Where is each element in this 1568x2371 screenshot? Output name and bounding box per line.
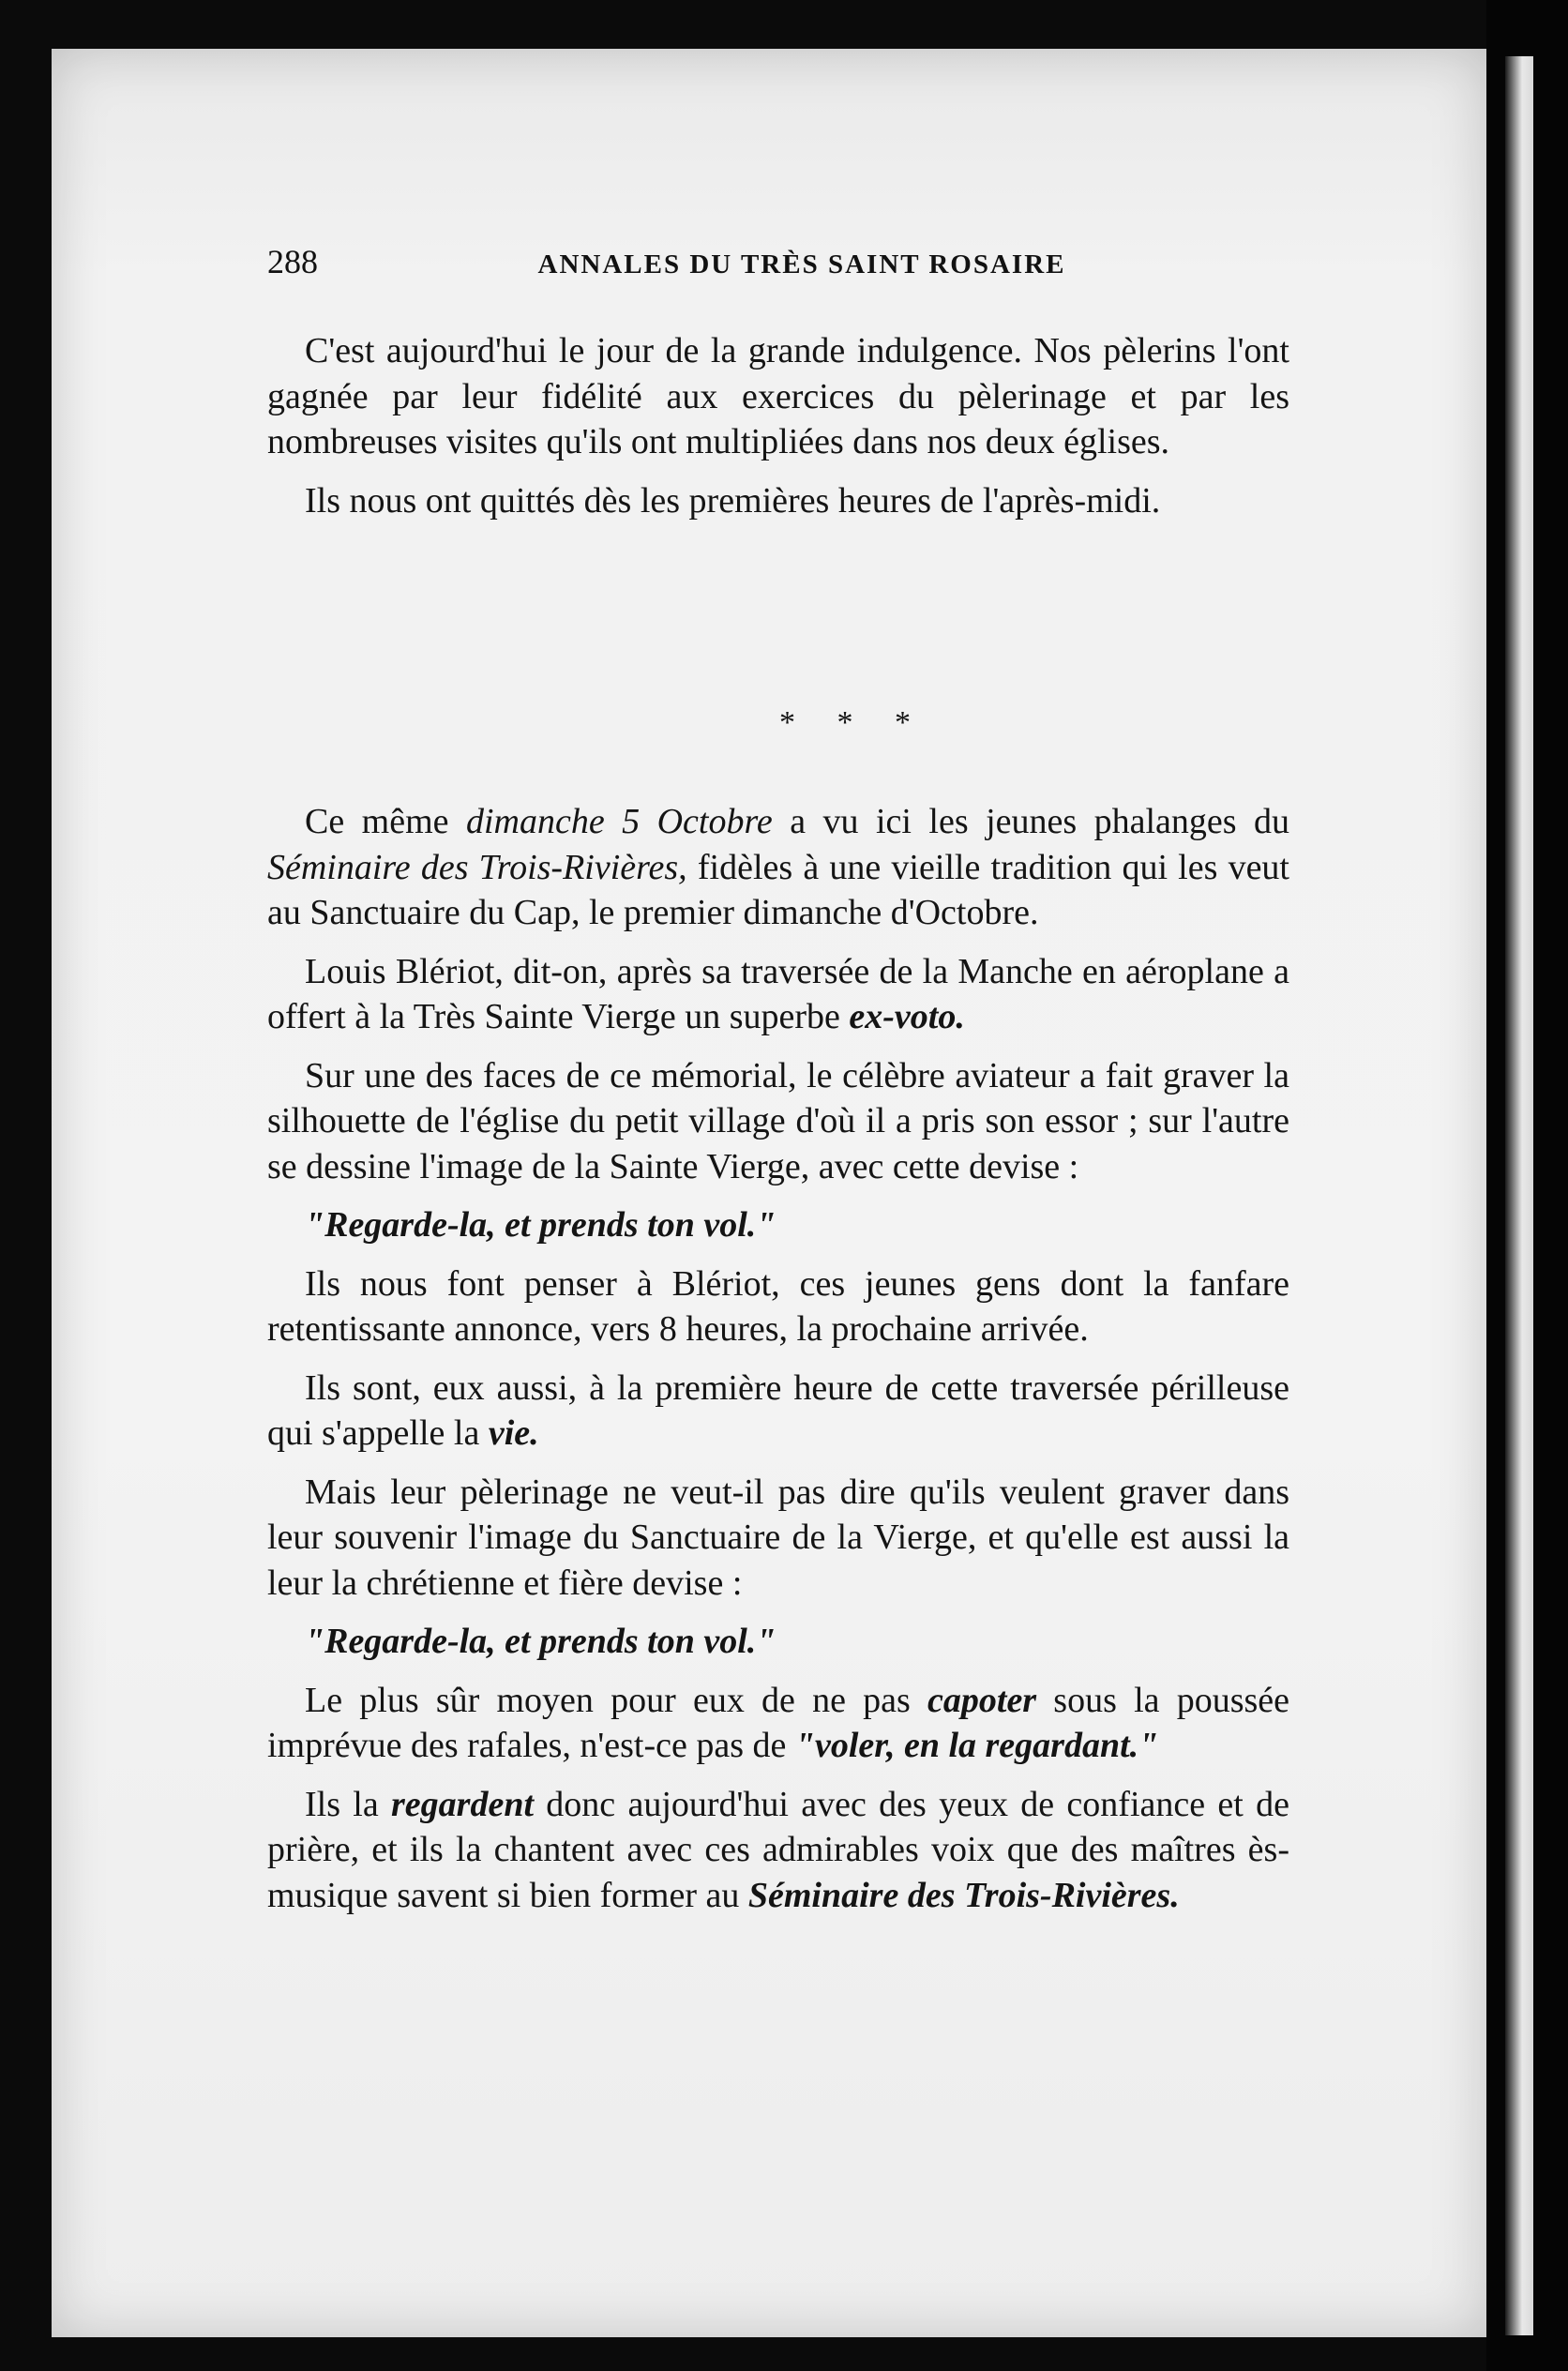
paragraph (267, 949, 1289, 1040)
italic-text: capoter (927, 1680, 1037, 1720)
section-separator: * * * (779, 705, 927, 740)
quote: "Regarde-la, et prends ton vol." (305, 1205, 776, 1245)
page-number: 288 (267, 243, 318, 280)
italic-text: dimanche 5 Octobre (465, 802, 773, 841)
paragraph (267, 1678, 1289, 1769)
text-run: sous la poussée imprévue des rafales, n'est-ce pas de (267, 1680, 1290, 1765)
paragraph: Ils nous font penser à Blériot, ces jeunes gens dont la fanfare retentissante annonce, vers 8 heures, la prochaine arrivée. (267, 1263, 1289, 1349)
text-section-2 (267, 799, 1289, 1931)
paragraph (267, 1366, 1289, 1457)
text-run: fidèles à une vieille tradition qui les veut au Sanctuaire du Cap, le premier dimanche d'Octobre. (267, 847, 1289, 932)
paragraph (267, 1782, 1289, 1919)
paragraph (267, 799, 1289, 936)
next-page-edge (1505, 56, 1533, 2335)
text-run: Ils la (305, 1784, 392, 1824)
text-run: Ils sont, eux aussi, à la première heure de cette traversée périlleuse qui s'appelle la (267, 1367, 1289, 1453)
text-section-1 (267, 328, 1289, 536)
paragraph: C'est aujourd'hui le jour de la grande indulgence. Nos pèlerins l'ont gagnée par leur fidélité aux exercices du pèlerinage et par les nombreuses visites qu'ils ont multipliées dans nos deux églises. (267, 331, 1289, 461)
text-run: donc aujourd'hui avec des yeux de confiance et de prière, et ils la chantent avec ces admirables voix que des maîtres ès-musique savent si bien former au (267, 1784, 1289, 1915)
text-run: Louis Blériot, dit-on, après sa traversée de la Manche en aéroplane a offert à la Très Sainte Vierge un superbe (267, 951, 1289, 1036)
italic-text: vie. (488, 1413, 539, 1453)
quote: "Regarde-la, et prends ton vol." (305, 1622, 776, 1661)
italic-text: "voler, en la regardant." (794, 1726, 1159, 1765)
italic-text: regardent (391, 1784, 535, 1824)
text-run: Ce même (305, 802, 466, 841)
running-title: ANNALES DU TRÈS SAINT ROSAIRE (537, 249, 1066, 279)
paragraph: Ils nous ont quittés dès les premières heures de l'après-midi. (305, 480, 1161, 521)
italic-text: ex-voto. (849, 997, 965, 1036)
italic-text: Séminaire des Trois-Rivières. (747, 1875, 1180, 1915)
text-run: a vu ici les jeunes phalanges du (772, 802, 1289, 841)
page-header (267, 242, 1289, 281)
text-run: Le plus sûr moyen pour eux de ne pas (305, 1680, 928, 1720)
paragraph: Sur une des faces de ce mémorial, le célèbre aviateur a fait graver la silhouette de l'église du petit village d'où il a pris son essor ; sur l'autre se dessine l'image de la Sainte Vierge, avec cette devise : (267, 1055, 1289, 1186)
italic-text: Séminaire des Trois-Rivières, (267, 847, 687, 887)
paragraph: Mais leur pèlerinage ne veut-il pas dire qu'ils veulent graver dans leur souvenir l'image du Sanctuaire de la Vierge, et qu'elle est aussi la leur la chrétienne et fière devise : (267, 1472, 1289, 1603)
